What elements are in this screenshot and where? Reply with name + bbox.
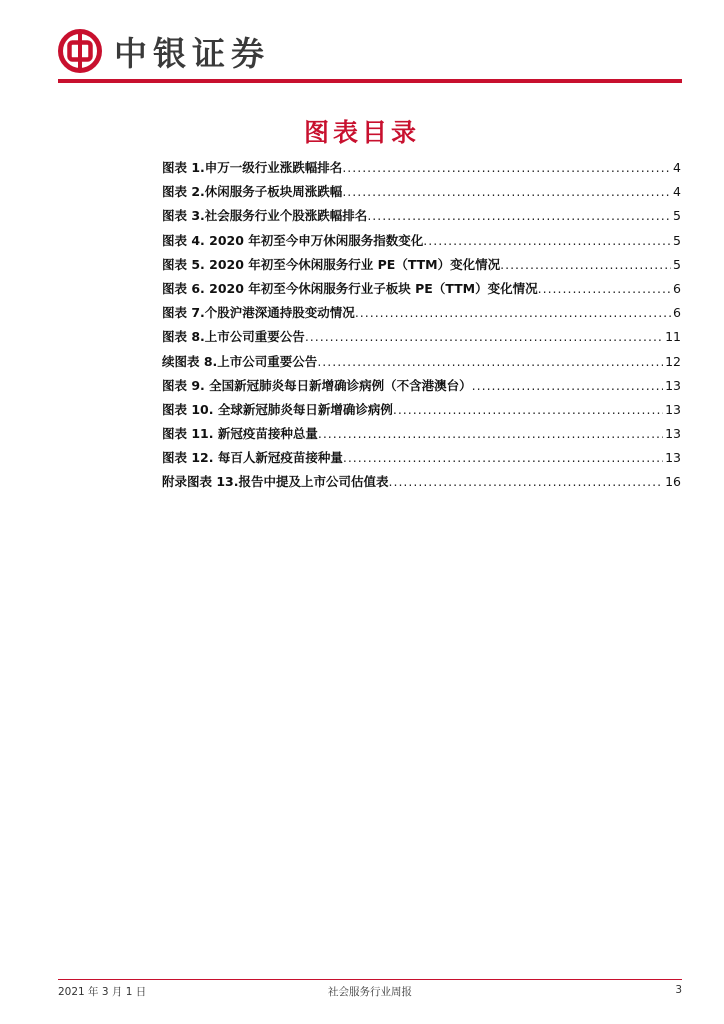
brand-name: 中银证券 (114, 33, 270, 73)
toc-item-page: 4 (673, 184, 681, 200)
footer-page-number: 3 (675, 984, 682, 996)
toc-item-label: 图表 5. 2020 年初至今休闲服务行业 PE（TTM）变化情况 (162, 256, 501, 272)
toc-item[interactable] (162, 206, 681, 230)
toc-item-page: 4 (673, 160, 681, 175)
toc-leader-dots (472, 378, 663, 393)
toc-item-page: 5 (673, 232, 681, 248)
bank-of-china-logo-icon (58, 29, 102, 73)
toc-leader-dots (393, 402, 663, 417)
toc-leader-dots (367, 208, 671, 223)
toc-item-page: 16 (665, 474, 681, 490)
toc-item-page: 13 (665, 426, 681, 442)
toc-item-page: 12 (665, 353, 681, 369)
toc-leader-dots (389, 474, 664, 489)
toc-leader-dots (355, 305, 671, 320)
toc-item[interactable] (162, 182, 681, 206)
toc-item-page: 11 (665, 329, 681, 345)
toc-leader-dots (342, 184, 671, 199)
toc-item-label: 图表 6. 2020 年初至今休闲服务行业子板块 PE（TTM）变化情况 (162, 280, 538, 296)
toc-item[interactable] (162, 352, 681, 376)
toc-item[interactable] (162, 158, 681, 182)
toc-item-label: 图表 2.休闲服务子板块周涨跌幅 (162, 184, 343, 200)
toc-item[interactable] (162, 424, 681, 448)
toc-item[interactable] (162, 279, 681, 303)
toc-leader-dots (318, 426, 663, 441)
toc-leader-dots (305, 329, 663, 344)
page-header (58, 26, 270, 76)
toc-item-label: 图表 1.申万一级行业涨跌幅排名 (162, 160, 343, 175)
toc-leader-dots (317, 354, 663, 369)
toc-item[interactable] (162, 303, 681, 327)
footer-date: 2021 年 3 月 1 日 (58, 986, 147, 998)
table-of-figures (162, 158, 681, 497)
toc-item-label: 图表 3.社会服务行业个股涨跌幅排名 (162, 208, 368, 224)
toc-item[interactable] (162, 231, 681, 255)
toc-item-page: 5 (673, 256, 681, 272)
footer-rule (58, 979, 682, 980)
toc-item-label: 图表 9. 全国新冠肺炎每日新增确诊病例（不含港澳台） (162, 377, 472, 393)
toc-item[interactable] (162, 400, 681, 424)
toc-item-label: 图表 12. 每百人新冠疫苗接种量 (162, 450, 343, 466)
toc-item[interactable] (162, 376, 681, 400)
footer-report-name: 社会服务行业周报 (328, 986, 412, 998)
toc-item-label: 续图表 8.上市公司重要公告 (162, 353, 318, 369)
toc-item-label: 图表 11. 新冠疫苗接种总量 (162, 426, 318, 442)
toc-leader-dots (538, 281, 671, 296)
toc-leader-dots (342, 160, 671, 175)
toc-item-label: 图表 7.个股沪港深通持股变动情况 (162, 305, 355, 321)
toc-item-page: 13 (665, 450, 681, 466)
header-rule (58, 79, 682, 83)
toc-item-label: 图表 8.上市公司重要公告 (162, 329, 305, 345)
page-footer (58, 984, 682, 1000)
toc-item[interactable] (162, 448, 681, 472)
toc-item[interactable] (162, 327, 681, 351)
toc-item-label: 附录图表 13.报告中提及上市公司估值表 (162, 474, 389, 490)
toc-leader-dots (500, 257, 671, 272)
toc-item[interactable] (162, 255, 681, 279)
toc-item-page: 13 (665, 377, 681, 393)
toc-item-page: 6 (673, 305, 681, 321)
page-title: 图表目录 (303, 118, 420, 147)
toc-item-page: 6 (673, 280, 681, 296)
toc-item-label: 图表 10. 全球新冠肺炎每日新增确诊病例 (162, 401, 393, 417)
toc-leader-dots (423, 233, 671, 248)
toc-item-page: 5 (673, 208, 681, 224)
toc-item-label: 图表 4. 2020 年初至今申万休闲服务指数变化 (162, 232, 424, 248)
toc-item[interactable] (162, 472, 681, 496)
toc-item-page: 13 (665, 401, 681, 417)
toc-leader-dots (343, 450, 663, 465)
